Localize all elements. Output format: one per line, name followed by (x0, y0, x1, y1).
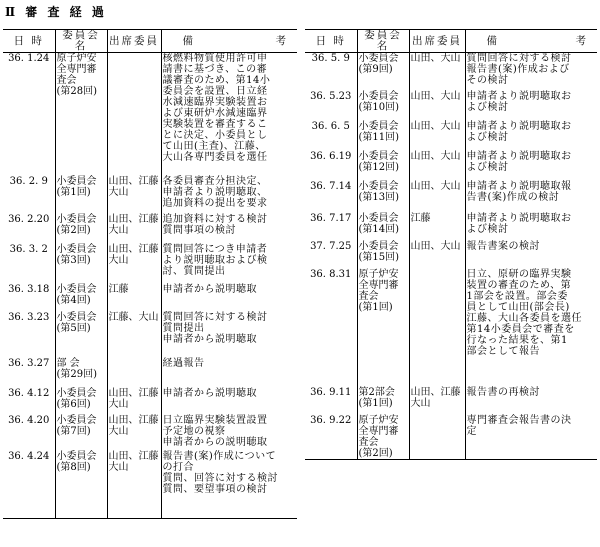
table-row (305, 121, 597, 151)
header-remarks: 備 考 (465, 30, 597, 53)
members-cell: 山田、大山 (409, 181, 465, 213)
committee-cell: 小委員会 (第14回) (357, 213, 409, 241)
table-row (3, 214, 297, 244)
table-header-row (3, 30, 297, 53)
table-header-row (305, 30, 597, 53)
committee-cell: 小委員会 (第10回) (357, 91, 409, 121)
table-row (3, 415, 297, 451)
members-cell: 山田、江藤 大山 (107, 244, 161, 284)
remarks-cell: 報告書(案)作成について の打合 質問、回答に対する検討 質問、要望事項の検討 (161, 451, 297, 519)
committee-cell: 小委員会 (第12回) (357, 151, 409, 181)
left-record-table (3, 29, 297, 519)
remarks-cell: 質問回答につき申請者 より説明聴取および検 討、質問提出 (161, 244, 297, 284)
remarks-cell: 報告書の再検討 (465, 387, 597, 415)
header-date: 日 時 (3, 30, 55, 53)
members-cell: 山田、大山 (409, 91, 465, 121)
date-cell: 36. 4.24 (3, 451, 55, 519)
remarks-cell: 追加資料に対する検討 質問事項の検討 (161, 214, 297, 244)
members-cell (409, 269, 465, 387)
date-cell: 36. 4.12 (8, 387, 50, 399)
header-date: 日 時 (305, 30, 357, 53)
remarks-cell: 申請者より説明聴取お よび検討 (465, 121, 597, 151)
table-row (305, 151, 597, 181)
remarks-cell: 日立臨界実験装置設置 予定地の視察 申請者からの説明聴取 (161, 415, 297, 451)
members-cell: 山田、大山 (409, 53, 465, 91)
committee-cell: 小委員会 (第2回) (55, 214, 107, 244)
date-cell: 36. 7.14 (310, 180, 352, 192)
committee-cell: 部 会 (第29回) (55, 358, 107, 388)
table-row (305, 269, 597, 387)
remarks-cell: 申請者より説明聴取お よび検討 (465, 91, 597, 121)
members-cell: 山田、大山 (409, 121, 465, 151)
header-committee: 委員会名 (55, 30, 107, 53)
remarks-cell: 専門審査会報告書の決 定 (465, 415, 597, 460)
table-row (3, 284, 297, 312)
date-cell: 36. 5.23 (310, 90, 352, 102)
date-cell: 36. 8.31 (310, 268, 352, 280)
members-cell: 山田、江藤 大山 (107, 451, 161, 519)
date-cell: 36. 9.11 (310, 386, 352, 398)
members-cell: 山田、江藤 大山 (107, 388, 161, 415)
table-row (3, 388, 297, 415)
remarks-cell: 申請者より説明聴取お よび検討 (465, 213, 597, 241)
table-row (305, 241, 597, 269)
committee-cell: 原子炉安 全専門審 査会 (第28回) (55, 53, 107, 176)
members-cell (409, 415, 465, 460)
committee-cell: 原子炉安 全専門審 査会 (第1回) (357, 269, 409, 387)
table-row (305, 181, 597, 213)
table-row (305, 91, 597, 121)
date-cell: 37. 7.25 (310, 240, 352, 252)
date-cell: 36. 3.18 (8, 283, 50, 295)
remarks-cell: 質問回答に対する検討 質問提出 申請者から説明聴取 (161, 312, 297, 358)
committee-cell: 小委員会 (第13回) (357, 181, 409, 213)
members-cell: 山田、大山 (409, 151, 465, 181)
table-row (305, 387, 597, 415)
date-cell: 36. 6. 5 (311, 120, 350, 132)
table-row (3, 53, 297, 176)
remarks-cell: 質問回答に対する検討 報告書(案)作成および その検討 (465, 53, 597, 91)
table-row (3, 244, 297, 284)
members-cell: 山田、江藤 大山 (107, 214, 161, 244)
committee-cell: 小委員会 (第4回) (55, 284, 107, 312)
table-row (3, 451, 297, 519)
remarks-cell: 経過報告 (161, 358, 297, 388)
members-cell (107, 53, 161, 176)
table-row (305, 415, 597, 460)
members-cell: 山田、江藤 大山 (107, 176, 161, 214)
members-cell: 山田、江藤 大山 (409, 387, 465, 415)
members-cell: 江藤、大山 (107, 312, 161, 358)
table-row (305, 53, 597, 91)
date-cell: 36. 1.24 (8, 53, 50, 64)
date-cell: 36. 2.20 (8, 213, 50, 225)
remarks-cell: 申請者より説明聴取報 告書(案)作成の検討 (465, 181, 597, 213)
date-cell: 36. 6.19 (310, 150, 352, 162)
committee-cell: 小委員会 (第9回) (357, 53, 409, 91)
members-cell (107, 358, 161, 388)
date-cell: 36. 3. 2 (9, 243, 48, 255)
date-cell: 36. 2. 9 (9, 175, 48, 187)
header-members: 出席委員 (107, 30, 161, 53)
committee-cell: 小委員会 (第6回) (55, 388, 107, 415)
committee-cell: 小委員会 (第15回) (357, 241, 409, 269)
right-record-table (305, 29, 597, 460)
committee-cell: 第2部会 (第1回) (357, 387, 409, 415)
committee-cell: 小委員会 (第11回) (357, 121, 409, 151)
date-cell: 36. 3.23 (8, 311, 50, 323)
remarks-cell: 申請者より説明聴取お よび検討 (465, 151, 597, 181)
committee-cell: 原子炉安 全専門審 査会 (第2回) (357, 415, 409, 460)
members-cell: 山田、大山 (409, 241, 465, 269)
remarks-cell: 日立、原研の臨界実験 装置の審査のため、第 1部会を設置。部会委 員として山田(部会長) 江藤、大山各委員を選任 第14小委員会で審査を 行なった結果を、第1 部会として報告 (465, 269, 597, 387)
remarks-cell: 申請者から説明聴取 (161, 388, 297, 415)
header-committee: 委員会名 (357, 30, 409, 53)
remarks-cell: 申請者から説明聴取 (161, 284, 297, 312)
committee-cell: 小委員会 (第5回) (55, 312, 107, 358)
committee-cell: 小委員会 (第8回) (55, 451, 107, 519)
table-row (3, 176, 297, 214)
remarks-cell: 核燃料物質使用許可申 請書に基づき、この審 議審査のため、第14小 委員会を設置、日立経 水減速臨界実験装置お よび東研炉水減速臨界 実験装置を審査するこ とに決定、小委員とし て山田(主査)、江藤、 大山各専門委員を選任 (161, 53, 297, 176)
table-row (305, 213, 597, 241)
remarks-cell: 各委員審査分担決定、 申請者より説明聴取、 追加資料の提出を要求 (161, 176, 297, 214)
members-cell: 江藤 (107, 284, 161, 312)
date-cell: 36. 9.22 (305, 415, 357, 460)
date-cell: 36. 5. 9 (311, 53, 350, 64)
date-cell: 36. 7.17 (310, 212, 352, 224)
section-title: Ⅱ 審 査 経 過 (5, 5, 107, 19)
header-members: 出席委員 (409, 30, 465, 53)
members-cell: 山田、江藤 大山 (107, 415, 161, 451)
date-cell: 36. 4.20 (8, 414, 50, 426)
committee-cell: 小委員会 (第7回) (55, 415, 107, 451)
table-row (3, 358, 297, 388)
table-row (3, 312, 297, 358)
date-cell: 36. 3.27 (8, 357, 50, 369)
committee-cell: 小委員会 (第3回) (55, 244, 107, 284)
header-remarks: 備 考 (161, 30, 297, 53)
members-cell: 江藤 (409, 213, 465, 241)
committee-cell: 小委員会 (第1回) (55, 176, 107, 214)
remarks-cell: 報告書案の検討 (465, 241, 597, 269)
